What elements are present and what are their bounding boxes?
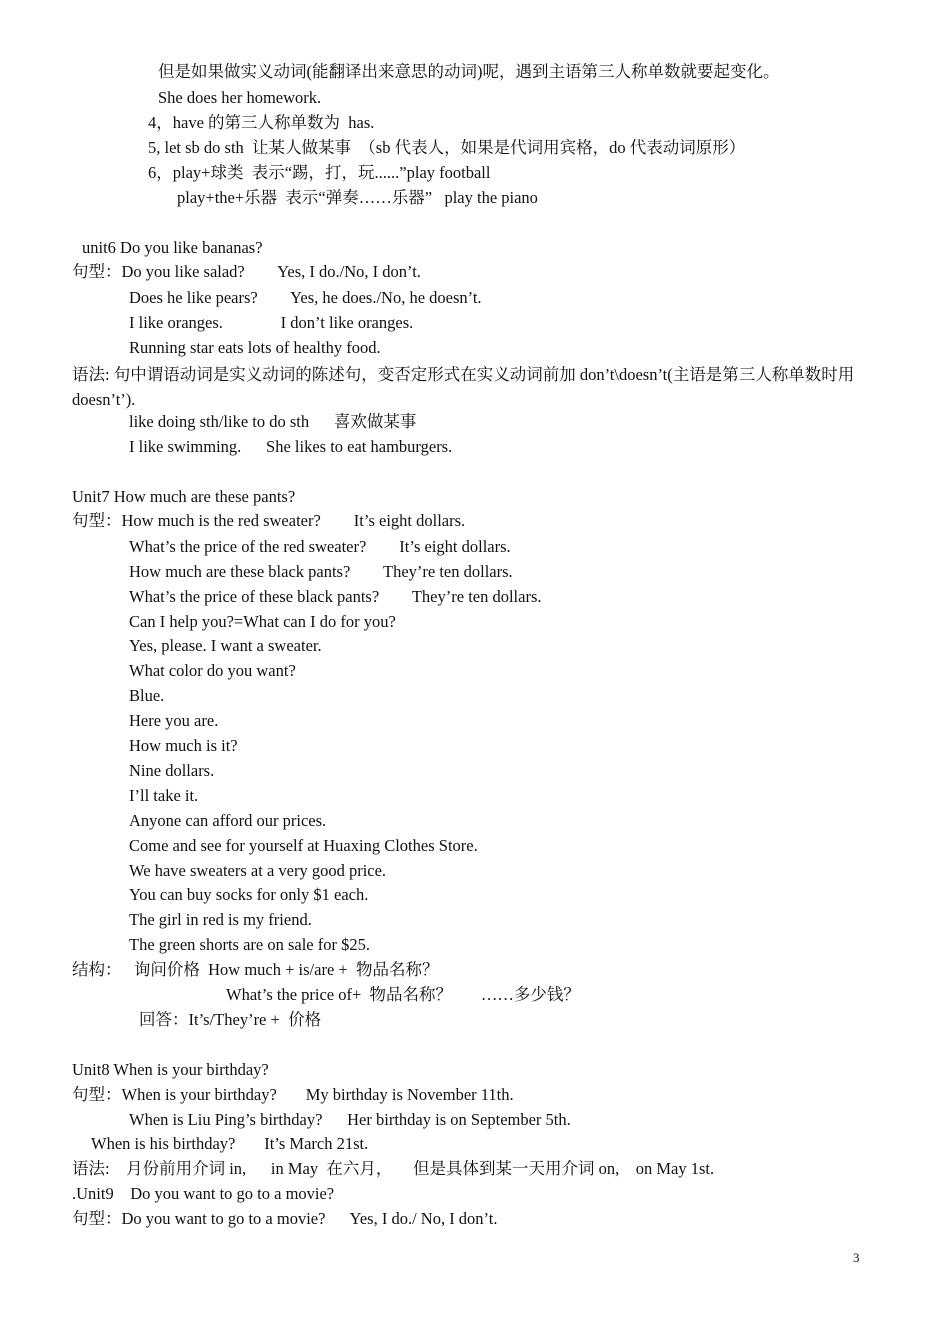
text-line: 结构： 询问价格 How much + is/are + 物品名称？	[72, 960, 439, 979]
text-line: Can I help you?=What can I do for you?	[129, 612, 396, 631]
text-line: How much are these black pants? They’re ten dollars.	[129, 562, 513, 581]
text-line: Come and see for yourself at Huaxing Clothes Store.	[129, 836, 478, 855]
section-heading: Unit8 When is your birthday?	[72, 1060, 269, 1079]
text-line: 6，play+球类 表示“踢，打，玩......”play football	[148, 163, 491, 182]
text-line: Anyone can afford our prices.	[129, 811, 327, 830]
text-line: 语法: 月份前用介词 in, in May 在六月， 但是具体到某一天用介词 on, on May 1st.	[72, 1159, 715, 1178]
text-line: 句型：Do you like salad? Yes, I do./No, I don’t.	[72, 262, 421, 281]
text-line: Does he like pears? Yes, he does./No, he doesn’t.	[129, 288, 482, 307]
text-line: Here you are.	[129, 711, 219, 730]
text-line: She does her homework.	[158, 88, 322, 107]
grammar-paragraph: 语法: 句中谓语动词是实义动词的陈述句，变否定形式在实义动词前加 don’t\doesn’t(主语是第三人称单数时用 doesn’t’).	[72, 365, 855, 409]
text-line: What color do you want?	[129, 661, 296, 680]
text-line: I like oranges. I don’t like oranges.	[129, 313, 414, 332]
text-line: 句型：How much is the red sweater? It’s eight dollars.	[72, 511, 466, 530]
text-line: I’ll take it.	[129, 786, 199, 805]
text-line: 句型：Do you want to go to a movie? Yes, I do./ No, I don’t.	[72, 1209, 498, 1228]
text-line: Running star eats lots of healthy food.	[129, 338, 381, 357]
text-line: The green shorts are on sale for $25.	[129, 935, 370, 954]
text-line: What’s the price of these black pants? They’re ten dollars.	[129, 587, 542, 606]
text-line: 5, let sb do sth 让某人做某事 （sb 代表人，如果是代词用宾格，do 代表动词原形）	[148, 138, 746, 157]
section-heading: .Unit9 Do you want to go to a movie?	[72, 1184, 335, 1203]
text-line: Nine dollars.	[129, 761, 215, 780]
text-line: What’s the price of+ 物品名称？ ……多少钱？	[226, 985, 580, 1004]
text-line: 4，have 的第三人称单数为 has.	[148, 113, 375, 132]
text-line: 句型：When is your birthday? My birthday is November 11th.	[72, 1085, 514, 1104]
text-line: The girl in red is my friend.	[129, 910, 312, 929]
text-line: When is Liu Ping’s birthday? Her birthday is on September 5th.	[129, 1110, 571, 1129]
text-line: You can buy socks for only $1 each.	[129, 885, 369, 904]
text-line: like doing sth/like to do sth 喜欢做某事	[129, 412, 417, 431]
section-heading: unit6 Do you like bananas?	[82, 238, 263, 257]
text-line: When is his birthday? It’s March 21st.	[91, 1134, 369, 1153]
text-line: I like swimming. She likes to eat hamburgers.	[129, 437, 453, 456]
text-line: play+the+乐器 表示“弹奏……乐器” play the piano	[177, 188, 538, 207]
text-line: What’s the price of the red sweater? It’s eight dollars.	[129, 537, 511, 556]
page-number: 3	[853, 1250, 860, 1265]
text-line: How much is it?	[129, 736, 238, 755]
text-line: 但是如果做实义动词(能翻译出来意思的动词)呢，遇到主语第三人称单数就要起变化。	[158, 62, 780, 81]
text-line: 回答：It’s/They’re + 价格	[139, 1010, 322, 1029]
text-line: Blue.	[129, 686, 165, 705]
section-heading: Unit7 How much are these pants?	[72, 487, 296, 506]
text-line: Yes, please. I want a sweater.	[129, 636, 322, 655]
text-line: We have sweaters at a very good price.	[129, 861, 387, 880]
